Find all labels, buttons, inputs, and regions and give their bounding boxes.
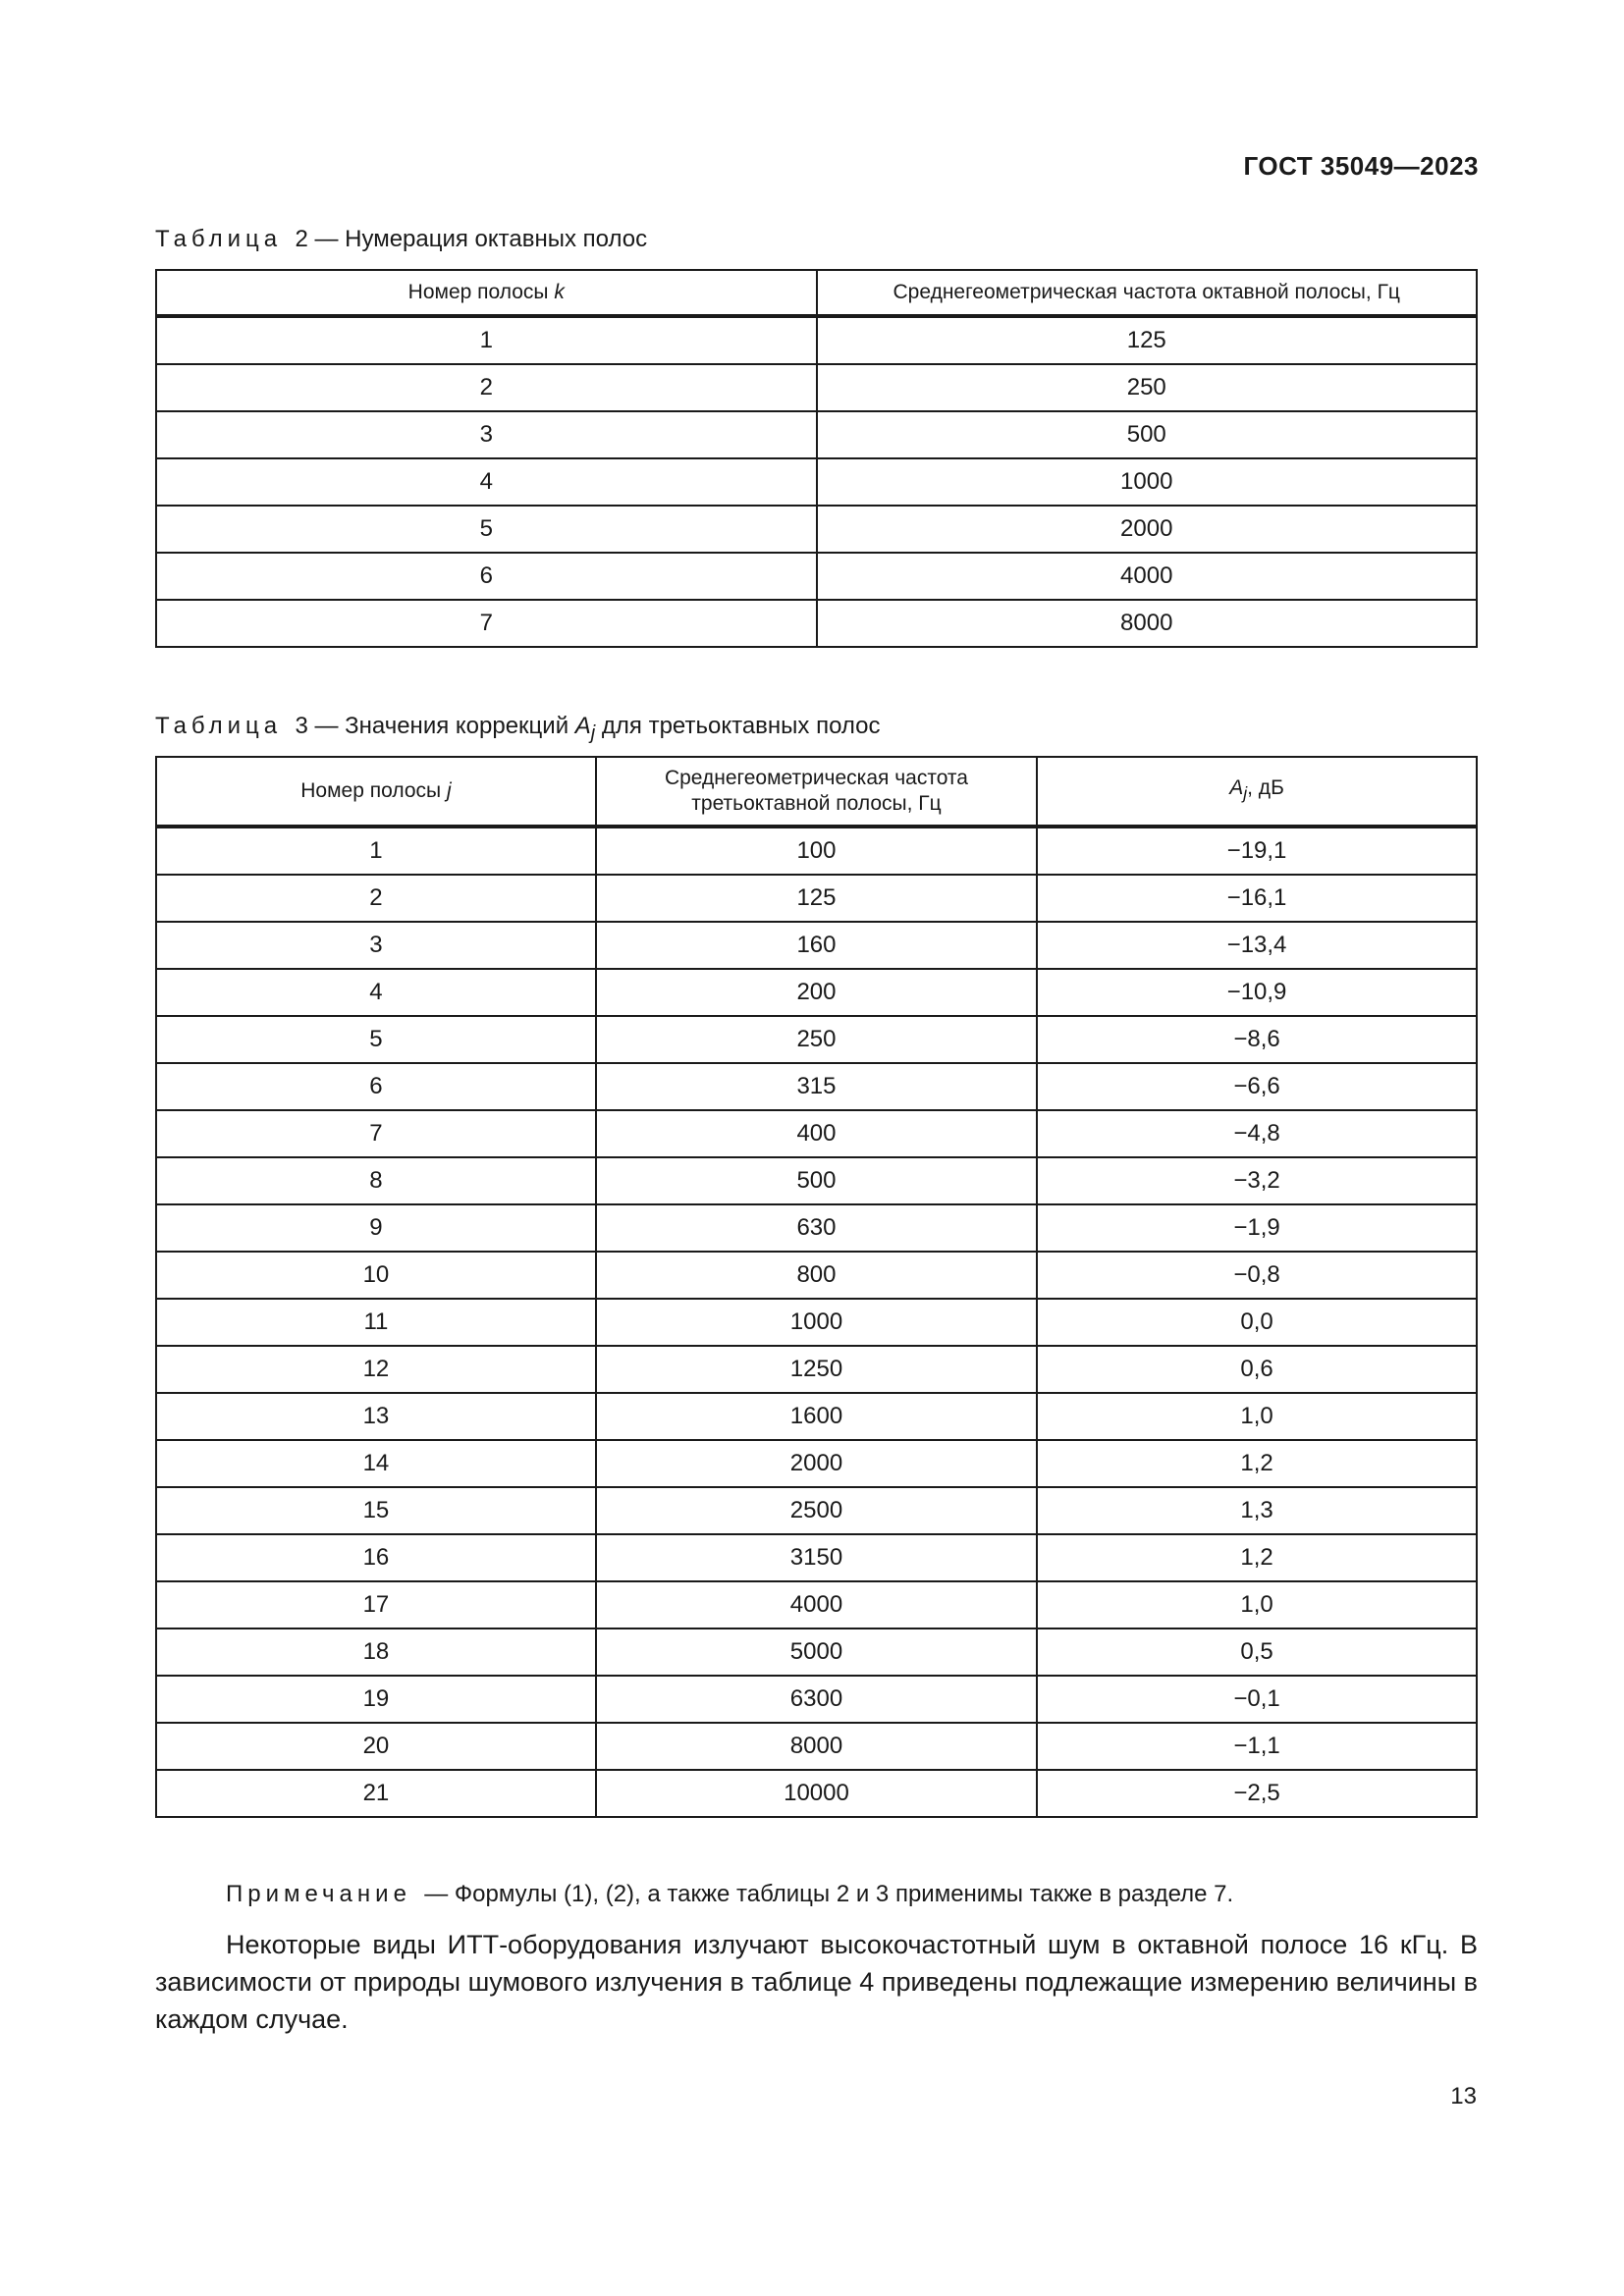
table3-cell: 10: [156, 1252, 596, 1299]
table-row: [156, 1723, 1477, 1770]
note-label: Примечание: [226, 1881, 411, 1907]
table-row: [156, 1016, 1477, 1063]
page-number: 13: [1450, 2083, 1477, 2109]
table-row: [156, 1204, 1477, 1252]
table3-cell: 15: [156, 1487, 596, 1534]
table3-cell: 6: [156, 1063, 596, 1110]
table2-cell: 3: [156, 411, 817, 458]
table2-cell: 4000: [817, 553, 1478, 600]
table3-cell: 100: [596, 827, 1037, 875]
table3-cell: 3: [156, 922, 596, 969]
table2-cell: 125: [817, 316, 1478, 364]
table3-cell: 1,2: [1037, 1440, 1477, 1487]
table3-cell: −10,9: [1037, 969, 1477, 1016]
table3-cell: 21: [156, 1770, 596, 1817]
table3-cell: 0,5: [1037, 1629, 1477, 1676]
table3-cell: 12: [156, 1346, 596, 1393]
table2-cell: 1000: [817, 458, 1478, 506]
table2-cell: 2000: [817, 506, 1478, 553]
table3-cell: −0,1: [1037, 1676, 1477, 1723]
table2-cell: 5: [156, 506, 817, 553]
table-row: [156, 1770, 1477, 1817]
note: [226, 1881, 1233, 1908]
table2-cell: 500: [817, 411, 1478, 458]
table3-cell: 2000: [596, 1440, 1037, 1487]
table2-caption: [155, 226, 647, 253]
table3-cell: 3150: [596, 1534, 1037, 1581]
table3-cell: 11: [156, 1299, 596, 1346]
table3-cell: −1,1: [1037, 1723, 1477, 1770]
table3-cell: 6300: [596, 1676, 1037, 1723]
table3-header-frequency: Среднегеометрическая частота третьоктавной полосы, Гц: [596, 757, 1037, 827]
body-paragraph: Некоторые виды ИТТ-оборудования излучают высокочастотный шум в октавной полосе 16 кГц. В зависимости от природы шумового излучения в таблице 4 приведены подлежащие измерению величины в каждом случае.: [155, 1930, 1478, 2034]
table3-cell: 800: [596, 1252, 1037, 1299]
table-row: [156, 969, 1477, 1016]
note-text: — Формулы (1), (2), а также таблицы 2 и 3 применимы также в разделе 7.: [424, 1881, 1234, 1907]
table3: [155, 756, 1478, 1818]
table3-cell: 20: [156, 1723, 596, 1770]
table3-cell: 8000: [596, 1723, 1037, 1770]
table-row: [156, 1393, 1477, 1440]
table2-cell: 7: [156, 600, 817, 647]
table3-cell: 250: [596, 1016, 1037, 1063]
table3-cell: −8,6: [1037, 1016, 1477, 1063]
table3-cell: 1600: [596, 1393, 1037, 1440]
table3-cell: 2: [156, 875, 596, 922]
table3-cell: 10000: [596, 1770, 1037, 1817]
table3-cell: 125: [596, 875, 1037, 922]
table3-cell: 1,2: [1037, 1534, 1477, 1581]
table3-cell: 500: [596, 1157, 1037, 1204]
table3-cell: 1,0: [1037, 1581, 1477, 1629]
table3-cell: 160: [596, 922, 1037, 969]
table3-cell: 18: [156, 1629, 596, 1676]
table3-cell: 17: [156, 1581, 596, 1629]
table3-cell: −0,8: [1037, 1252, 1477, 1299]
table3-cell: −2,5: [1037, 1770, 1477, 1817]
table3-cell: 5000: [596, 1629, 1037, 1676]
table-row: [156, 364, 1477, 411]
table3-caption: Таблица 3 — Значения коррекций $A_j$ для третьоктавных полос: [155, 713, 881, 744]
table-row: [156, 1346, 1477, 1393]
table-row: [156, 316, 1477, 364]
table-row: [156, 1252, 1477, 1299]
table3-cell: 2500: [596, 1487, 1037, 1534]
table2-cell: 8000: [817, 600, 1478, 647]
table-row: [156, 600, 1477, 647]
table-row: [156, 411, 1477, 458]
table3-cell: 8: [156, 1157, 596, 1204]
table3-header-correction: $A_j$, дБ: [1037, 757, 1477, 827]
table-row: [156, 1676, 1477, 1723]
table-row: [156, 1629, 1477, 1676]
table-row: [156, 553, 1477, 600]
table-row: [156, 1110, 1477, 1157]
table2: [155, 269, 1478, 648]
table2-cell: 250: [817, 364, 1478, 411]
table3-cell: 19: [156, 1676, 596, 1723]
standard-designation: ГОСТ 35049—2023: [1243, 151, 1479, 181]
table3-cell: 14: [156, 1440, 596, 1487]
table3-cell: −1,9: [1037, 1204, 1477, 1252]
table3-cell: −16,1: [1037, 875, 1477, 922]
table2-header-band-number: Номер полосы k: [156, 270, 817, 316]
table-row: [156, 1157, 1477, 1204]
table3-header-band-number: Номер полосы j: [156, 757, 596, 827]
table3-cell: 5: [156, 1016, 596, 1063]
table-row: [156, 1487, 1477, 1534]
table3-cell: −19,1: [1037, 827, 1477, 875]
table3-cell: 4: [156, 969, 596, 1016]
table-row: [156, 506, 1477, 553]
table-row: [156, 922, 1477, 969]
table3-cell: 7: [156, 1110, 596, 1157]
table3-cell: 1000: [596, 1299, 1037, 1346]
table2-cell: 2: [156, 364, 817, 411]
table2-cell: 6: [156, 553, 817, 600]
table3-cell: 1,0: [1037, 1393, 1477, 1440]
table2-cell: 4: [156, 458, 817, 506]
table-row: [156, 875, 1477, 922]
table3-cell: 1,3: [1037, 1487, 1477, 1534]
table3-cell: 200: [596, 969, 1037, 1016]
table3-caption-label: Таблица: [155, 713, 283, 739]
table-row: [156, 827, 1477, 875]
table-row: [156, 1581, 1477, 1629]
table3-cell: −6,6: [1037, 1063, 1477, 1110]
table3-cell: 13: [156, 1393, 596, 1440]
table2-caption-text: 2 — Нумерация октавных полос: [295, 226, 648, 252]
table3-cell: 1: [156, 827, 596, 875]
table3-cell: −3,2: [1037, 1157, 1477, 1204]
table-row: [156, 1534, 1477, 1581]
table-row: [156, 1440, 1477, 1487]
table3-cell: 0,0: [1037, 1299, 1477, 1346]
table3-cell: −13,4: [1037, 922, 1477, 969]
table3-cell: 9: [156, 1204, 596, 1252]
table2-caption-label: Таблица: [155, 226, 283, 252]
table3-cell: 4000: [596, 1581, 1037, 1629]
table2-header-frequency: Среднегеометрическая частота октавной полосы, Гц: [817, 270, 1478, 316]
table3-cell: 400: [596, 1110, 1037, 1157]
table3-cell: 16: [156, 1534, 596, 1581]
table-row: [156, 1063, 1477, 1110]
table3-cell: 630: [596, 1204, 1037, 1252]
table-row: [156, 1299, 1477, 1346]
table3-cell: −4,8: [1037, 1110, 1477, 1157]
table-row: [156, 458, 1477, 506]
table3-cell: 0,6: [1037, 1346, 1477, 1393]
table2-cell: 1: [156, 316, 817, 364]
table3-cell: 315: [596, 1063, 1037, 1110]
table3-cell: 1250: [596, 1346, 1037, 1393]
